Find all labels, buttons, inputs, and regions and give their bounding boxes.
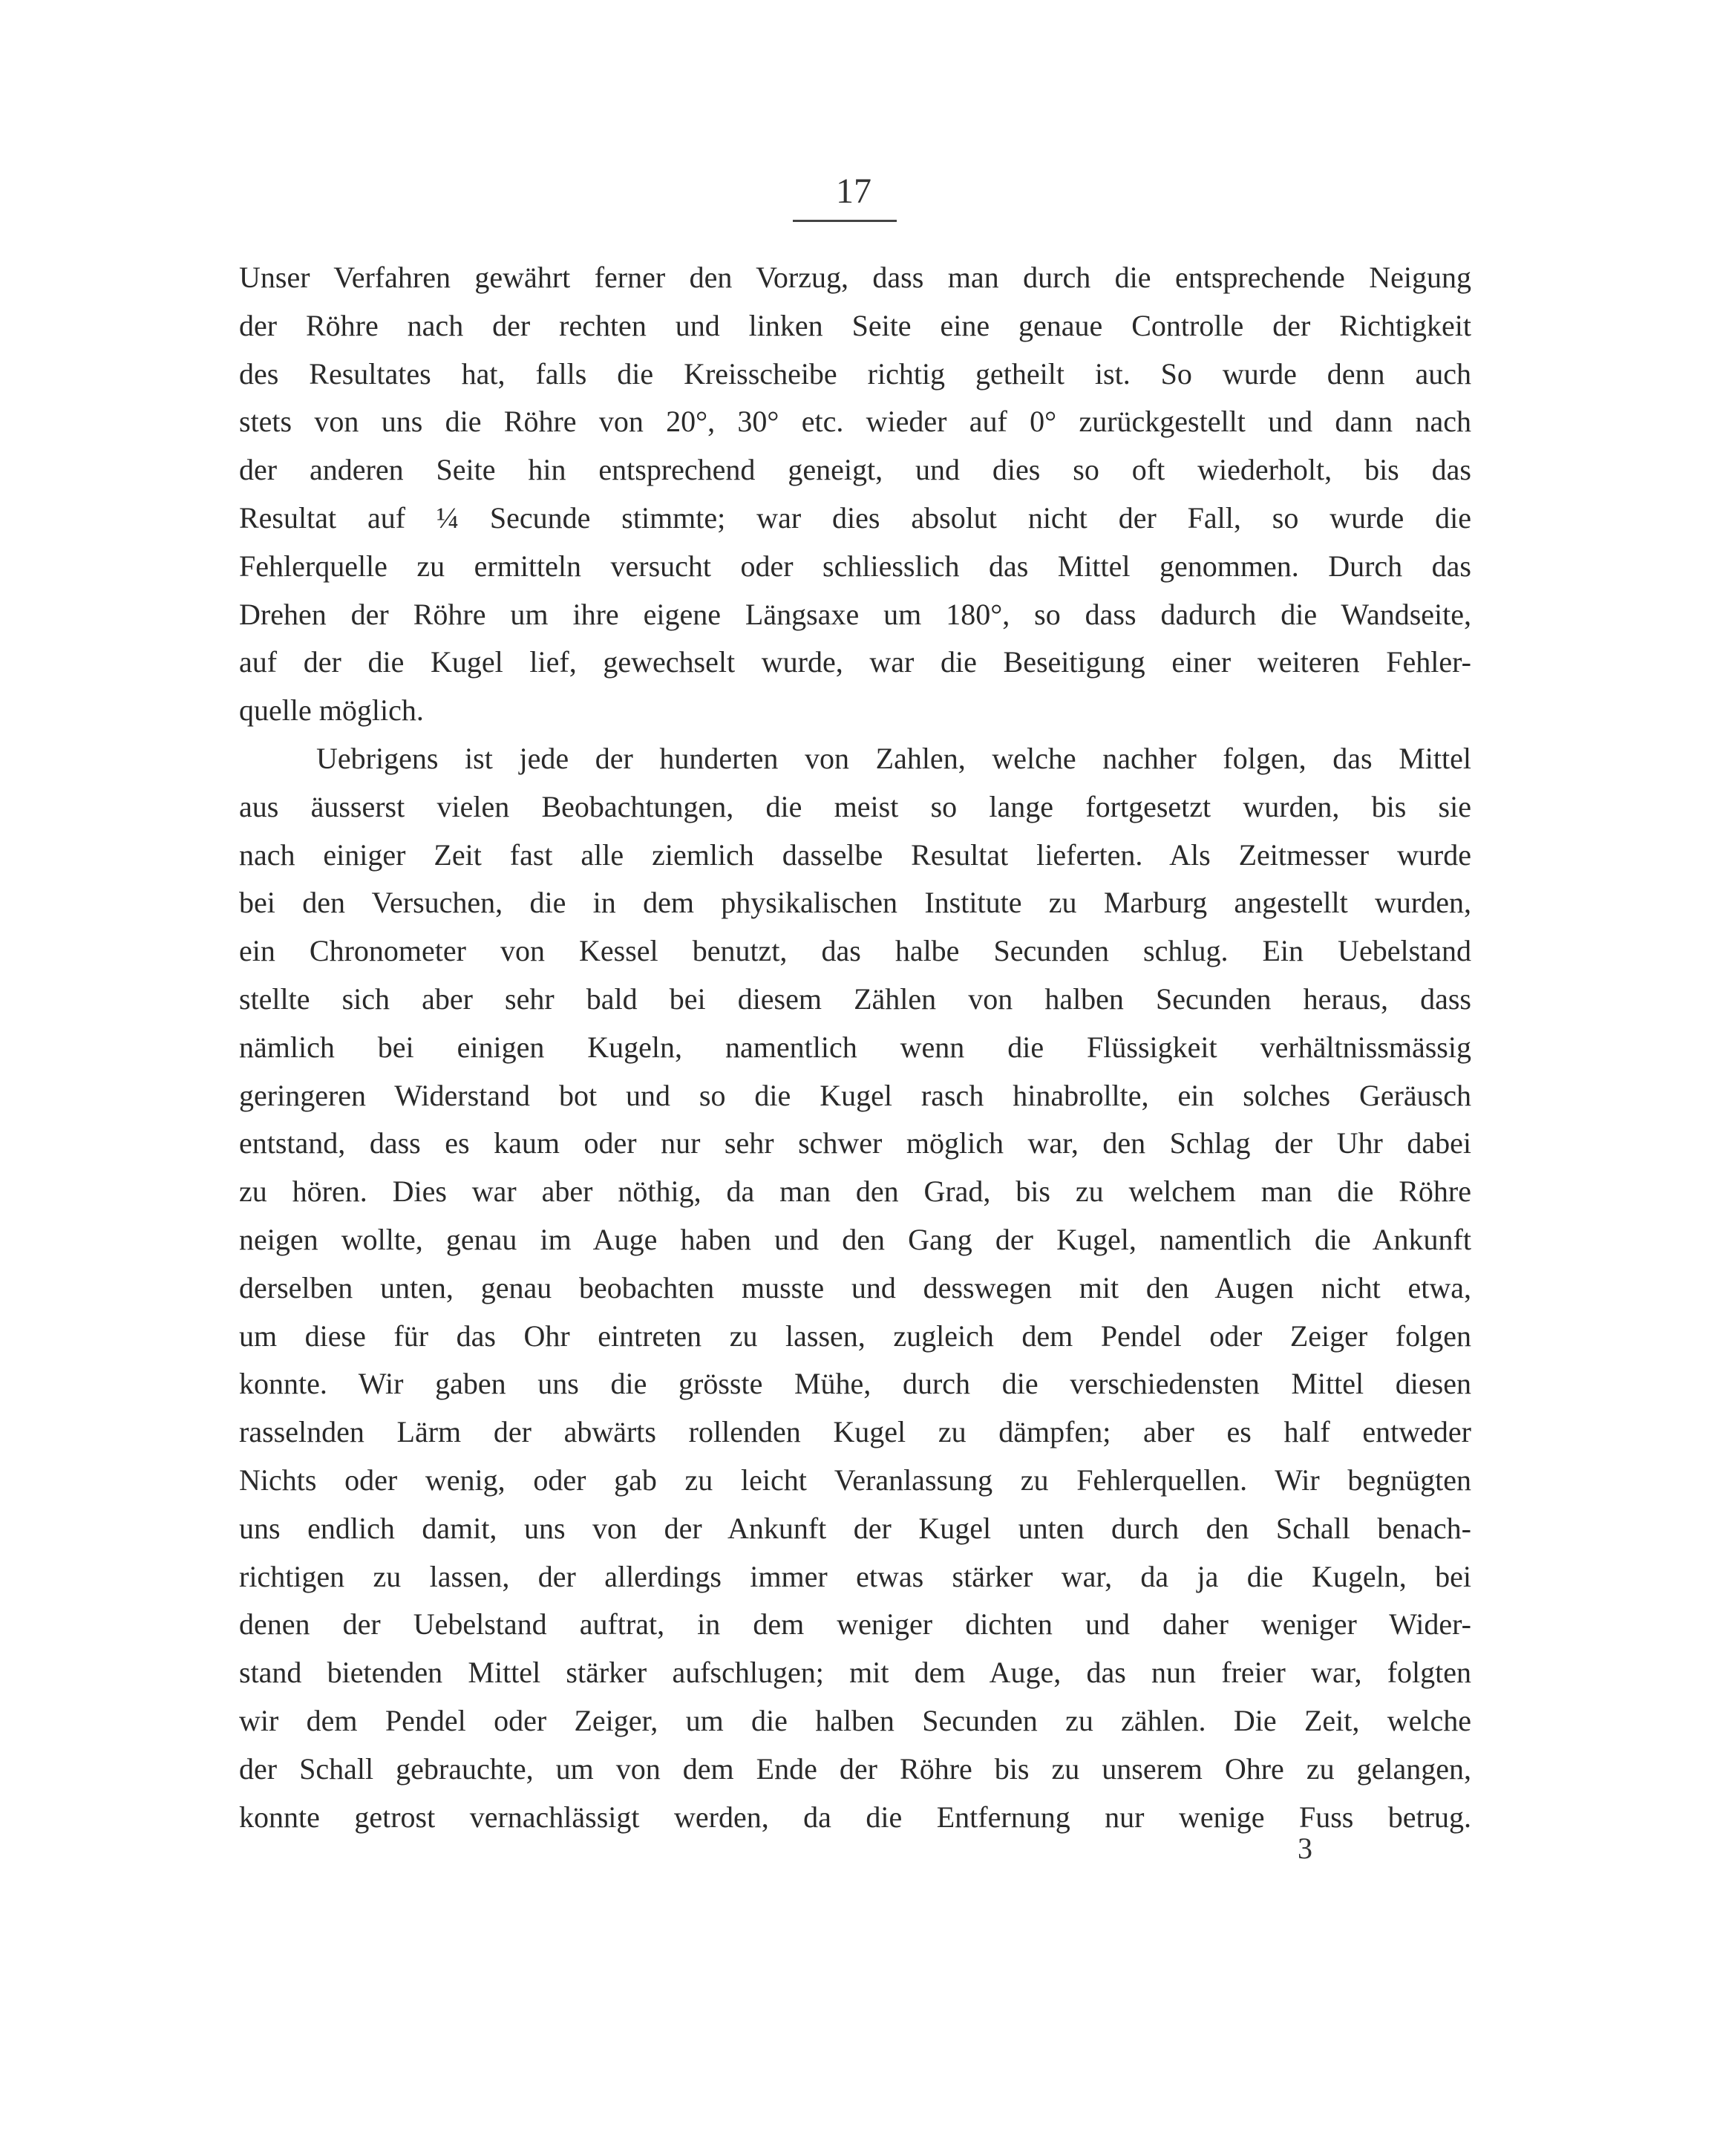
text-line: konnte getrost vernachlässigt werden, da die Entfernung nur wenige Fuss betrug.: [239, 1800, 1471, 1834]
body-text: [239, 254, 1471, 1841]
text-line: aus äusserst vielen Beobachtungen, die meist so lange fortgesetzt wurden, bis sie: [239, 789, 1471, 823]
text-line: derselben unten, genau beobachten musste und desswegen mit den Augen nicht etwa,: [239, 1270, 1471, 1304]
text-line: der Schall gebrauchte, um von dem Ende der Röhre bis zu unserem Ohre zu gelangen,: [239, 1751, 1471, 1786]
text-line: uns endlich damit, uns von der Ankunft der Kugel unten durch den Schall benach-: [239, 1511, 1471, 1545]
text-line: denen der Uebelstand auftrat, in dem weniger dichten und daher weniger Wider-: [239, 1607, 1471, 1642]
text-line: Nichts oder wenig, oder gab zu leicht Veranlassung zu Fehlerquellen. Wir begnügten: [239, 1463, 1471, 1497]
text-line: des Resultates hat, falls die Kreisscheibe richtig getheilt ist. So wurde denn auch: [239, 356, 1471, 391]
text-line: Unser Verfahren gewährt ferner den Vorzug, dass man durch die entsprechende Neigung: [239, 261, 1471, 294]
text-line: quelle möglich.: [239, 693, 424, 728]
text-line: wir dem Pendel oder Zeiger, um die halben Secunden zu zählen. Die Zeit, welche: [239, 1703, 1471, 1737]
text-line: stets von uns die Röhre von 20°, 30° etc. wieder auf 0° zurückgestellt und dann nach: [239, 405, 1471, 439]
text-line: um diese für das Ohr eintreten zu lassen, zugleich dem Pendel oder Zeiger folgen: [239, 1319, 1471, 1353]
text-line: rasselnden Lärm der abwärts rollenden Kugel zu dämpfen; aber es half entweder: [239, 1415, 1471, 1449]
text-line: neigen wollte, genau im Auge haben und den Gang der Kugel, namentlich die Ankunft: [239, 1222, 1471, 1256]
text-line: stellte sich aber sehr bald bei diesem Zählen von halben Secunden heraus, dass: [239, 981, 1471, 1016]
text-line: richtigen zu lassen, der allerdings immer etwas stärker war, da ja die Kugeln, bei: [239, 1559, 1471, 1593]
text-line: entstand, dass es kaum oder nur sehr schwer möglich war, den Schlag der Uhr dabei: [239, 1126, 1471, 1160]
text-line: nämlich bei einigen Kugeln, namentlich wenn die Flüssigkeit verhältnissmässig: [239, 1030, 1471, 1064]
signature-mark: 3: [1298, 1832, 1312, 1865]
text-line: Drehen der Röhre um ihre eigene Längsaxe um 180°, so dass dadurch die Wandseite,: [239, 597, 1471, 631]
text-line: geringeren Widerstand bot und so die Kugel rasch hinabrollte, ein solches Geräusch: [239, 1078, 1471, 1112]
text-line: zu hören. Dies war aber nöthig, da man den Grad, bis zu welchem man die Röhre: [239, 1175, 1471, 1209]
text-line: auf der die Kugel lief, gewechselt wurde, war die Beseitigung einer weiteren Fehler-: [239, 645, 1471, 679]
text-line: Uebrigens ist jede der hunderten von Zahlen, welche nachher folgen, das Mittel: [316, 741, 1471, 775]
header-rule: [793, 220, 897, 222]
text-line: stand bietenden Mittel stärker aufschlugen; mit dem Auge, das nun freier war, folgten: [239, 1656, 1471, 1690]
text-line: nach einiger Zeit fast alle ziemlich dasselbe Resultat lieferten. Als Zeitmesser wurde: [239, 837, 1471, 872]
text-line: konnte. Wir gaben uns die grösste Mühe, durch die verschiedensten Mittel diesen: [239, 1367, 1471, 1401]
text-line: ein Chronometer von Kessel benutzt, das halbe Secunden schlug. Ein Uebelstand: [239, 934, 1471, 968]
text-line: der Röhre nach der rechten und linken Seite eine genaue Controlle der Richtigkeit: [239, 308, 1471, 342]
page-number: 17: [836, 172, 871, 211]
text-line: Fehlerquelle zu ermitteln versucht oder schliesslich das Mittel genommen. Durch das: [239, 549, 1471, 583]
text-line: bei den Versuchen, die in dem physikalischen Institute zu Marburg angestellt wurden,: [239, 886, 1471, 920]
text-line: der anderen Seite hin entsprechend geneigt, und dies so oft wiederholt, bis das: [239, 453, 1471, 487]
text-line: Resultat auf ¼ Secunde stimmte; war dies absolut nicht der Fall, so wurde die: [239, 500, 1471, 535]
